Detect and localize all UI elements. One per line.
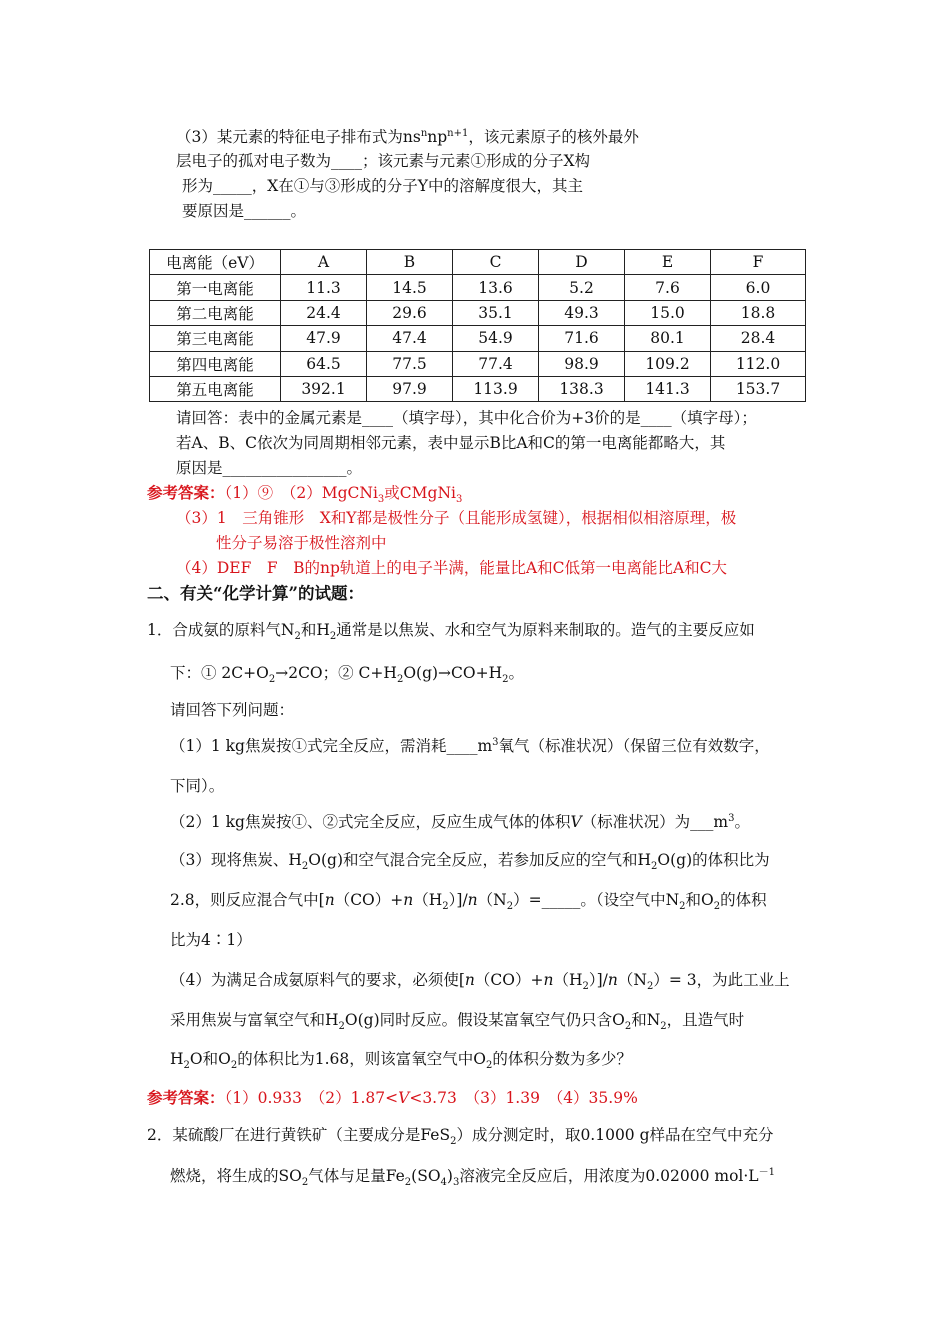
q3-line-4: 要原因是______。: [182, 202, 307, 220]
p1-line-6: （2）1 kg焦炭按①、②式完全反应，反应生成气体的体积V（标准状况）为$\_\_\_m^3$。: [170, 812, 751, 831]
answer-1-line-1: 参考答案：（1）⑨ （2）MgCNi$_3$或CMgNi$_3$: [147, 483, 463, 506]
table-cell: 第四电离能: [150, 351, 281, 376]
table-header-cell: 电离能（eV）: [150, 250, 281, 275]
answer-1-line-2: （3）1 三角锥形 X和Y都是极性分子（且能形成氢键），根据相似相溶原理，极: [176, 509, 737, 527]
table-cell: 28.4: [711, 326, 806, 351]
q3-line-2: 层电子的孤对电子数为____；该元素与元素①形成的分子X构: [176, 152, 591, 170]
p1-line-4: （1）1 kg焦炭按①式完全反应，需消耗$\_\_\_\_m^3$氧气（标准状况）（保留三位有效数字，: [170, 736, 770, 755]
table-cell: 24.4: [281, 300, 367, 325]
table-header-cell: C: [453, 250, 539, 275]
p1-line-10: （4）为满足合成氨原料气的要求，必须使$[n(CO)+n(H_2)]/n(N_2)= 3$，为此工业上: [170, 971, 790, 993]
table-cell: 第三电离能: [150, 326, 281, 351]
table-row: [150, 275, 806, 300]
q4-line-1: 请回答：表中的金属元素是____（填字母），其中化合价为+3价的是____（填字母）；: [176, 409, 757, 427]
p1-line-2: 下：① $2C+O_2\to 2CO$；② $C+H_2O(g)\to CO+H_2$。: [170, 664, 524, 686]
table-cell: 49.3: [539, 300, 625, 325]
table-cell: 第一电离能: [150, 275, 281, 300]
ionization-energy-table: [149, 249, 806, 402]
table-cell: 14.5: [367, 275, 453, 300]
table-cell: 80.1: [625, 326, 711, 351]
answer-1-line-4: （4）DEF F B的np轨道上的电子半满，能量比A和C低第一电离能比A和C大: [176, 559, 728, 577]
p1-line-11: 采用焦炭与富氧空气和$H_2O(g)$同时反应。假设某富氧空气仍只含$O_2$和$N_2$，且造气时: [170, 1011, 745, 1033]
table-cell: 138.3: [539, 376, 625, 401]
q3-line-3: 形为_____，X在①与③形成的分子Y中的溶解度很大，其主: [182, 177, 584, 195]
table-cell: 77.5: [367, 351, 453, 376]
table-row: [150, 351, 806, 376]
q4-line-3: 原因是________________。: [176, 459, 363, 477]
p1-line-7: （3）现将焦炭、$H_2O(g)$和空气混合完全反应，若参加反应的空气和$H_2O(g)$的体积比为: [170, 851, 770, 873]
table-cell: 98.9: [539, 351, 625, 376]
p2-line-2: 燃烧，将生成的$SO_2$气体与足量$Fe_2(SO_4)_3$溶液完全反应后，用浓度为0.02000 $mol\cdot L^{-1}$: [170, 1166, 775, 1189]
table-cell: 29.6: [367, 300, 453, 325]
table-header-cell: B: [367, 250, 453, 275]
q3-line-1: （3）某元素的特征电子排布式为$ns^nnp^{n+1}$，该元素原子的核外最外: [176, 127, 639, 146]
table-cell: 第二电离能: [150, 300, 281, 325]
table-cell: 15.0: [625, 300, 711, 325]
q4-line-2: 若A、B、C依次为同周期相邻元素，表中显示B比A和C的第一电离能都略大，其: [176, 434, 726, 452]
table-cell: 13.6: [453, 275, 539, 300]
table-cell: 97.9: [367, 376, 453, 401]
table-header-row: [150, 250, 806, 275]
p1-line-5: 下同）。: [170, 777, 225, 795]
answer-1-line-3: 性分子易溶于极性溶剂中: [216, 534, 387, 552]
p1-line-9: 比为4∶1）: [170, 931, 252, 949]
table-cell: 18.8: [711, 300, 806, 325]
table-cell: 11.3: [281, 275, 367, 300]
p1-line-12: $H_2O$和$O_2$的体积比为1.68，则该富氧空气中$O_2$的体积分数为多少？: [170, 1050, 632, 1072]
table-row: [150, 300, 806, 325]
table-cell: 109.2: [625, 351, 711, 376]
table-cell: 第五电离能: [150, 376, 281, 401]
table-cell: 35.1: [453, 300, 539, 325]
table-header-cell: A: [281, 250, 367, 275]
answer-2: 参考答案：（1）0.933 （2）1.87<V<3.73 （3）1.39 （4）35.9%: [147, 1088, 638, 1107]
table-cell: 6.0: [711, 275, 806, 300]
table-cell: 113.9: [453, 376, 539, 401]
table-cell: 7.6: [625, 275, 711, 300]
table-cell: 153.7: [711, 376, 806, 401]
table-cell: 54.9: [453, 326, 539, 351]
table-cell: 141.3: [625, 376, 711, 401]
table-cell: 5.2: [539, 275, 625, 300]
section-2-title: 二、有关“化学计算”的试题：: [147, 584, 364, 603]
table-cell: 71.6: [539, 326, 625, 351]
p1-line-8: 2.8，则反应混合气中$[n(CO)+n(H_2)]/n(N_2)=\_\_\_\_\_$。（设空气中$N_2$和$O_2$的体积: [170, 891, 767, 913]
table-row: [150, 376, 806, 401]
table-header-cell: F: [711, 250, 806, 275]
table-header-cell: D: [539, 250, 625, 275]
table-header-cell: E: [625, 250, 711, 275]
table-cell: 392.1: [281, 376, 367, 401]
table-cell: 77.4: [453, 351, 539, 376]
table-cell: 47.9: [281, 326, 367, 351]
table-row: [150, 326, 806, 351]
p1-line-3: 请回答下列问题：: [170, 701, 295, 719]
table-cell: 112.0: [711, 351, 806, 376]
p1-line-1: 1．合成氨的原料气$N_2$和$H_2$通常是以焦炭、水和空气为原料来制取的。造气的主要反应如: [147, 621, 755, 643]
table-cell: 47.4: [367, 326, 453, 351]
p2-line-1: 2．某硫酸厂在进行黄铁矿（主要成分是FeS$_2$）成分测定时，取0.1000 g样品在空气中充分: [147, 1126, 774, 1148]
table-cell: 64.5: [281, 351, 367, 376]
